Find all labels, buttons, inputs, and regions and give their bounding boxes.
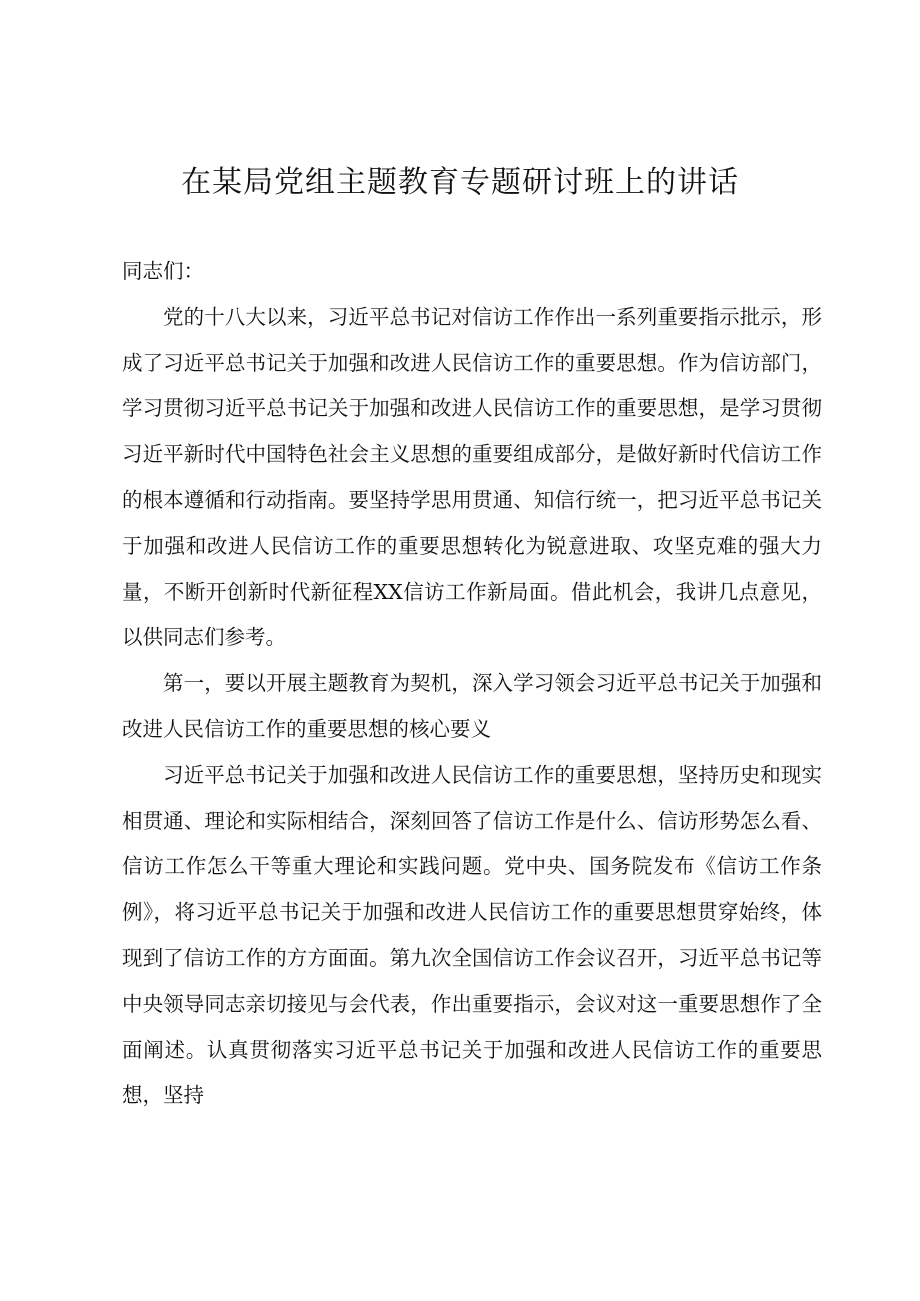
salutation: 同志们： [122,259,204,283]
paragraph-section-one: 习近平总书记关于加强和改进人民信访工作的重要思想，坚持历史和现实相贯通、理论和实际相结合，深刻回答了信访工作是什么、信访形势怎么看、信访工作怎么干等重大理论和实践问题。党中央、国务院发布《信访工作条例》，将习近平总书记关于加强和改进人民信访工作的重要思想贯穿始终，体现到了信访工作的方方面面。第九次全国信访工作会议召开，习近平总书记等中央领导同志亲切接见与会代表，作出重要指示，会议对这一重要思想作了全面阐述。认真贯彻落实习近平总书记关于加强和改进人民信访工作的重要思想，坚持 [122,762,822,1108]
document-title: 在某局党组主题教育专题研讨班上的讲话 [181,165,739,200]
paragraph-intro: 党的十八大以来，习近平总书记对信访工作作出一系列重要指示批示，形成了习近平总书记关于加强和改进人民信访工作的重要思想。作为信访部门，学习贯彻习近平总书记关于加强和改进人民信访工作的重要思想，是学习贯彻习近平新时代中国特色社会主义思想的重要组成部分，是做好新时代信访工作的根本遵循和行动指南。要坚持学思用贯通、知信行统一，把习近平总书记关于加强和改进人民信访工作的重要思想转化为锐意进取、攻坚克难的强大力量，不断开创新时代新征程XX信访工作新局面。借此机会，我讲几点意见，以供同志们参考。 [122,304,822,650]
document-body [122,249,822,1119]
section-heading-first: 第一，要以开展主题教育为契机，深入学习领会习近平总书记关于加强和改进人民信访工作的重要思想的核心要义 [122,671,822,741]
